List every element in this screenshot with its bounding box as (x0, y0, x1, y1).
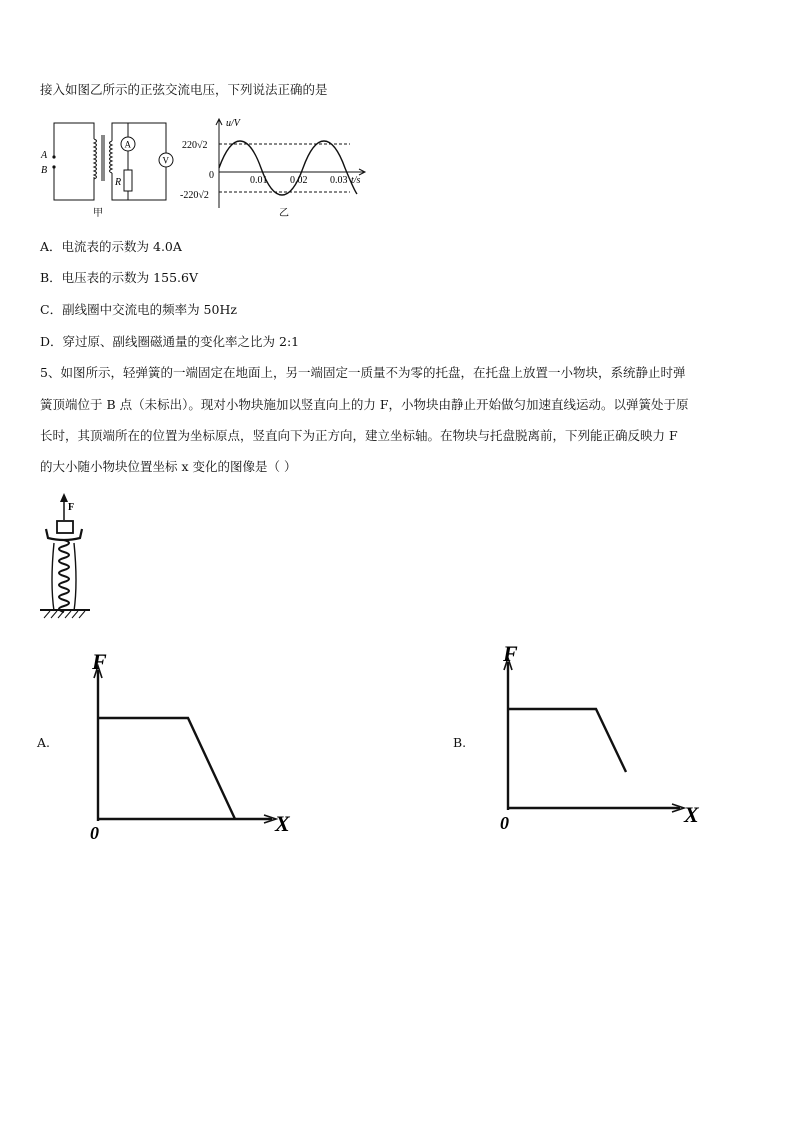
wave-origin-label: 0 (209, 170, 214, 181)
option-b-label: B. (453, 735, 467, 750)
q5-line-3: 长时，其顶端所在的位置为坐标原点，竖直向下为正方向，建立坐标轴。在物块与托盘脱离前，下列能正确反映力 F (40, 428, 678, 443)
figure-yi-caption: 乙 (279, 208, 289, 219)
terminal-a-label: A (41, 150, 48, 161)
wave-tick-2: 0.02 (290, 175, 308, 186)
q4-intro: 接入如图乙所示的正弦交流电压，下列说法正确的是 (40, 82, 328, 97)
figure-jia-caption: 甲 (93, 208, 103, 219)
graph-a-y-label: F (92, 649, 107, 674)
wave-tick-3: 0.03 (330, 175, 348, 186)
graph-b-origin: 0 (500, 813, 509, 833)
voltmeter-label: V (162, 155, 169, 166)
q5-line-4: 的大小随小物块位置坐标 x 变化的图像是（ ） (40, 459, 297, 474)
wave-tick-1: 0.01 (250, 175, 268, 186)
terminal-b-label: B (41, 165, 48, 176)
sine-voltage-graph (180, 112, 370, 220)
graph-a (80, 648, 300, 848)
wave-x-axis-label: t/s (351, 175, 361, 186)
q4-option-a: A．电流表的示数为 4.0A (40, 239, 182, 254)
graph-a-origin: 0 (90, 823, 99, 843)
q4-option-c: C．副线圈中交流电的频率为 50Hz (40, 302, 237, 317)
ammeter-label: A (124, 139, 131, 150)
wave-y-axis-label: u/V (226, 118, 240, 129)
graph-b-x-label: X (684, 802, 699, 827)
graph-b-y-label: F (503, 641, 518, 666)
q4-option-d: D．穿过原、副线圈磁通量的变化率之比为 2:1 (40, 334, 300, 349)
graph-a-x-label: X (275, 811, 290, 836)
wave-ypos-label: 220√2 (182, 140, 208, 151)
q5-line-1: 5、如图所示，轻弹簧的一端固定在地面上，另一端固定一质量不为零的托盘，在托盘上放置一小物块，系统静止时弹 (40, 365, 686, 380)
graph-b (490, 640, 714, 840)
force-f-label: F (68, 502, 75, 513)
q4-option-b: B．电压表的示数为 155.6V (40, 270, 198, 285)
resistor-label: R (115, 177, 122, 188)
spring-tray-diagram (38, 490, 98, 622)
transformer-circuit-diagram (36, 115, 186, 220)
q5-line-2: 簧顶端位于 B 点（未标出）。现对小物块施加以竖直向上的力 F，小物块由静止开始做匀加速直线运动。以弹簧处于原 (40, 397, 689, 412)
option-a-label: A. (37, 735, 51, 750)
wave-yneg-label: -220√2 (180, 190, 209, 201)
